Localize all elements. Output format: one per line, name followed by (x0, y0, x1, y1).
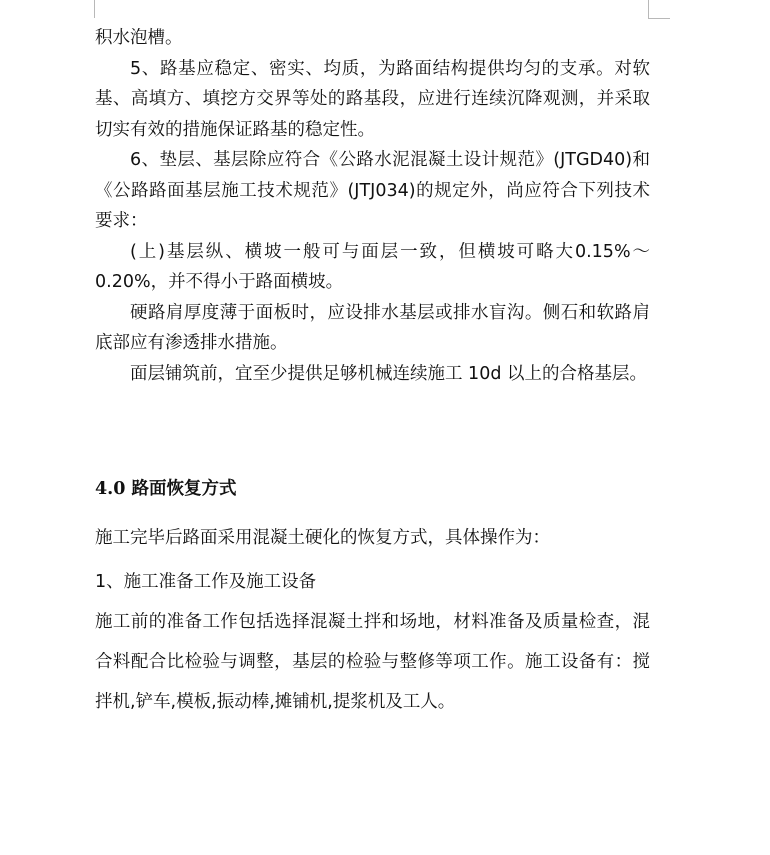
crop-mark-right-horizontal (648, 18, 670, 19)
paragraph: 1、施工准备工作及施工设备 (95, 572, 317, 592)
body-text-top (95, 23, 650, 389)
crop-mark-left (94, 0, 95, 18)
section-heading: 4.0 路面恢复方式 (95, 479, 237, 499)
body-text-bottom (95, 518, 650, 722)
paragraph: 面层铺筑前，宜至少提供足够机械连续施工 10d 以上的合格基层。 (130, 363, 647, 384)
paragraph: 积水泡槽。 (95, 28, 183, 48)
paragraph: 施工完毕后路面采用混凝土硬化的恢复方式，具体操作为： (95, 528, 550, 548)
crop-mark-right-vertical (648, 0, 649, 18)
paragraph: 硬路肩厚度薄于面板时，应设排水基层或排水盲沟。侧石和软路肩底部应有渗透排水措施。 (95, 302, 650, 353)
paragraph: 5、路基应稳定、密实、均质，为路面结构提供均匀的支承。对软基、高填方、填挖方交界等处的路基段，应进行连续沉降观测，并采取切实有效的措施保证路基的稳定性。 (95, 58, 650, 140)
paragraph: (上)基层纵、横坡一般可与面层一致，但横坡可略大0.15%～0.20%，并不得小于路面横坡。 (95, 241, 650, 292)
paragraph: 施工前的准备工作包括选择混凝土拌和场地，材料准备及质量检查，混合料配合比检验与调整，基层的检验与整修等项工作。施工设备有：搅拌机,铲车,模板,振动棒,摊铺机,提浆机及工人。 (95, 612, 650, 712)
paragraph: 6、垫层、基层除应符合《公路水泥混凝土设计规范》(JTGD40)和《公路路面基层施工技术规范》(JTJ034)的规定外，尚应符合下列技术要求： (95, 150, 650, 231)
